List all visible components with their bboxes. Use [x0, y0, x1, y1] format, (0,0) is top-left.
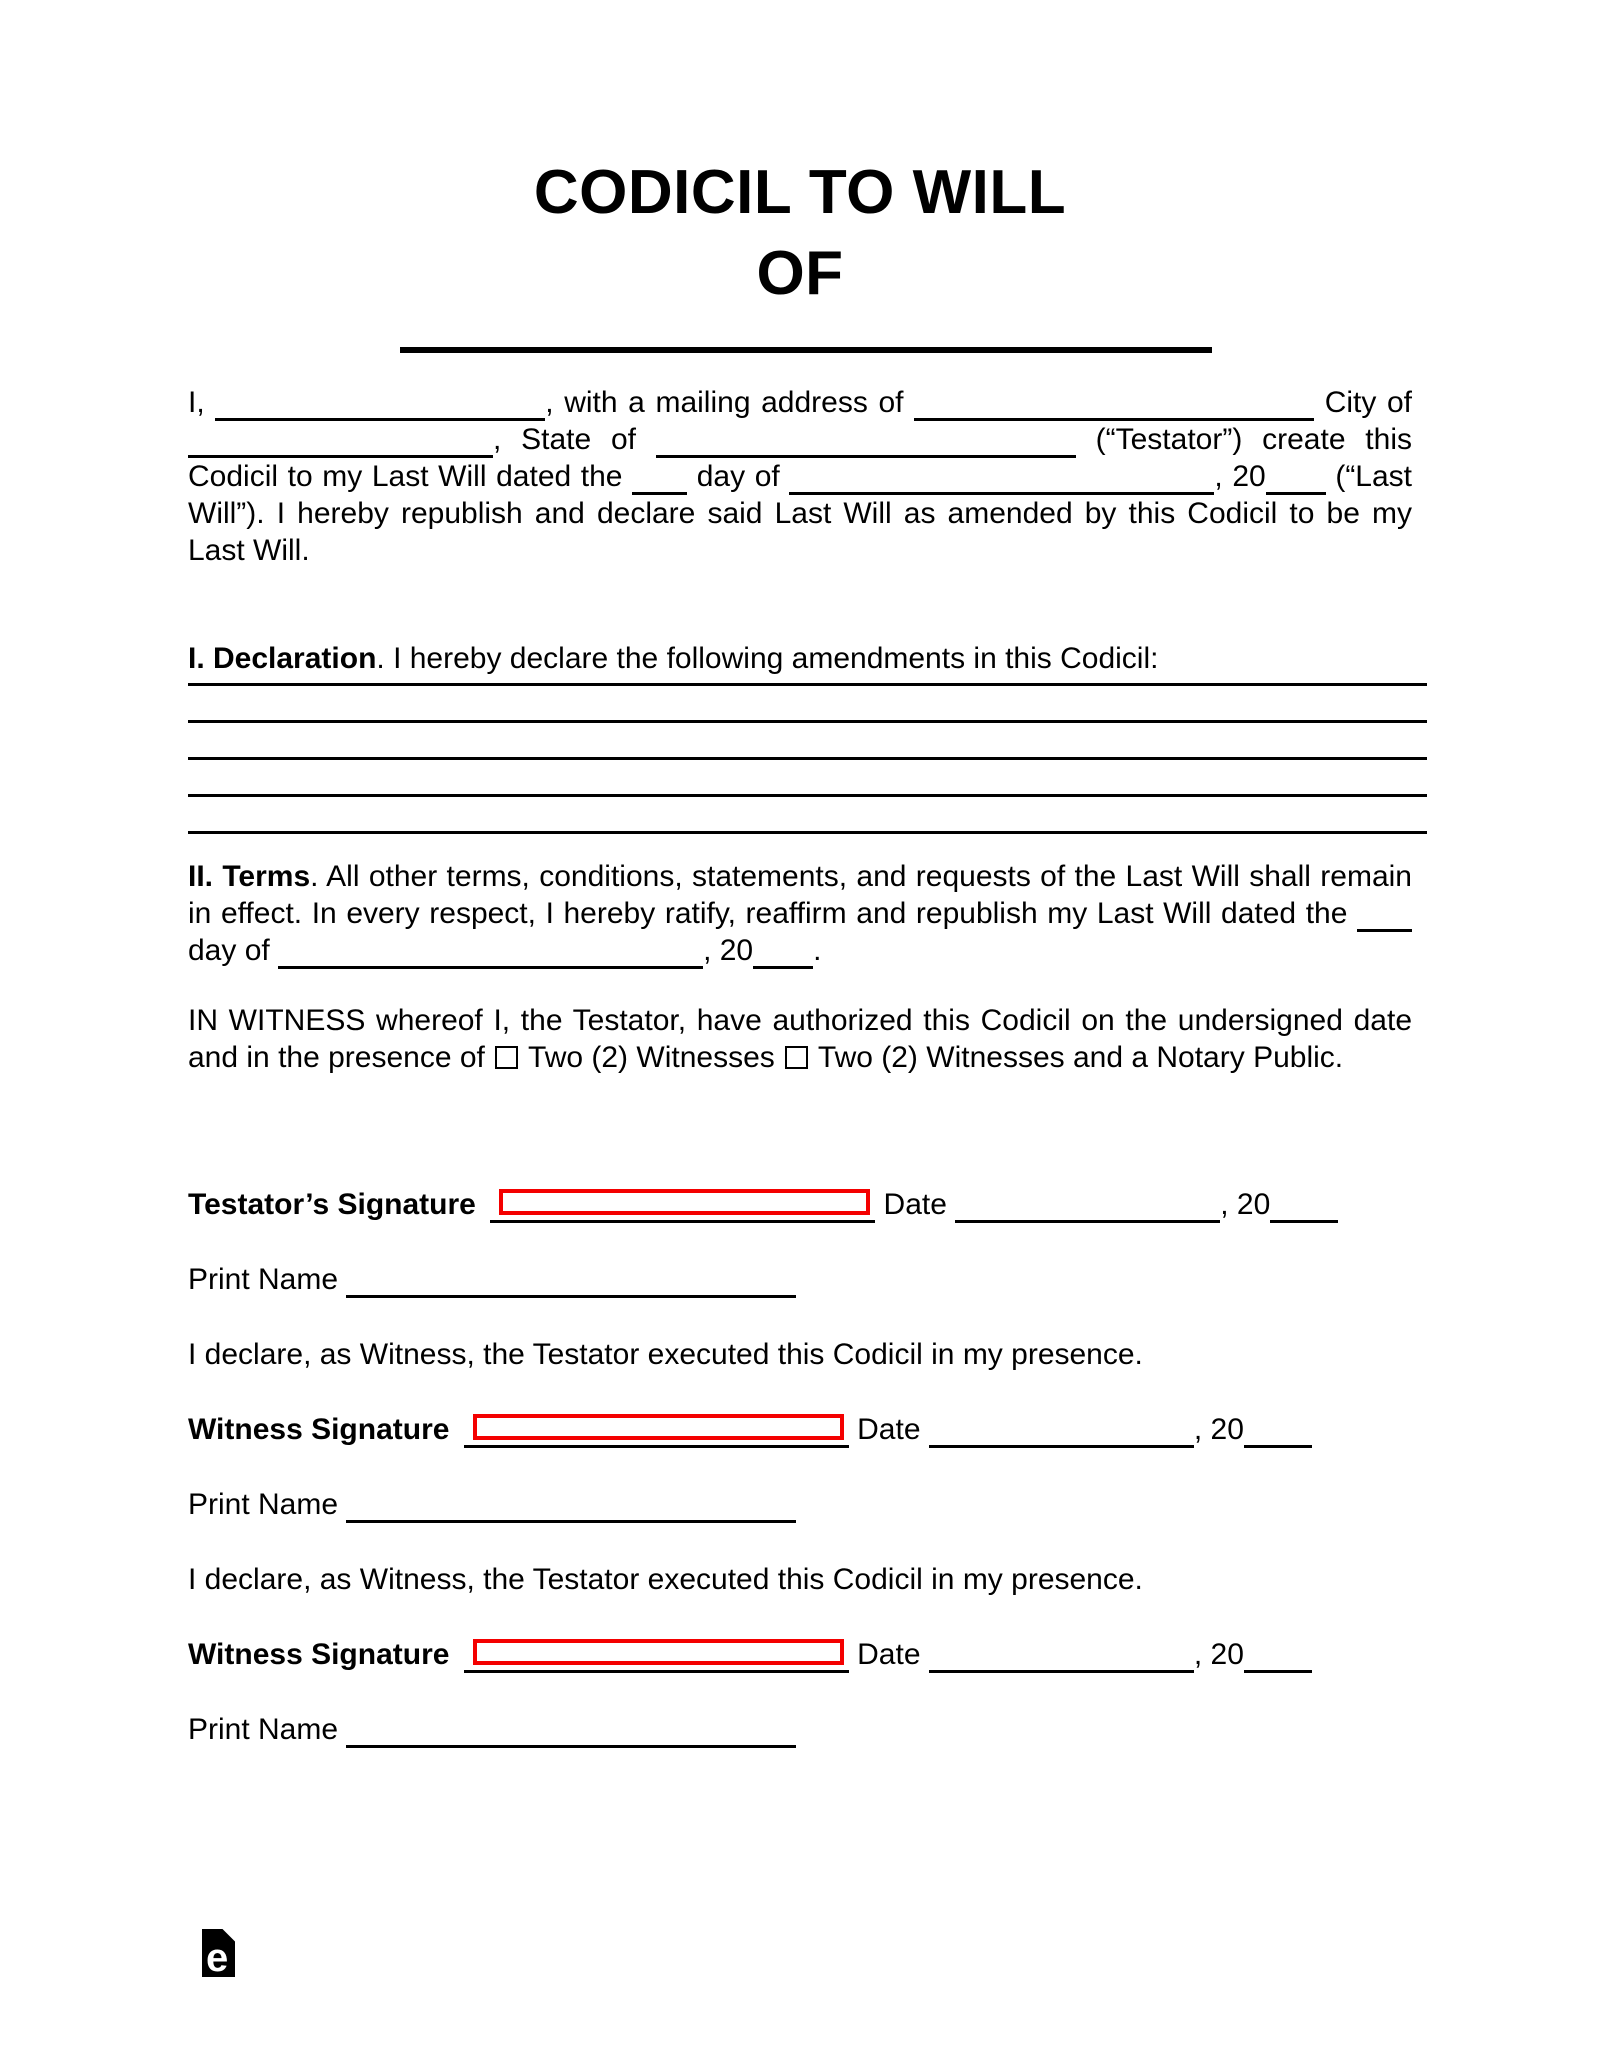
testator-signature-label: Testator’s Signature	[188, 1188, 476, 1221]
document-title	[188, 152, 1412, 314]
two-witnesses-checkbox[interactable]	[495, 1046, 518, 1069]
document-page-icon	[202, 1929, 235, 1977]
amendment-line-4[interactable]	[188, 760, 1427, 797]
witness-option2-label: Two (2) Witnesses and a Notary Public.	[817, 1041, 1344, 1074]
witness-clause-text: IN WITNESS whereof I, the Testator, have authorized this Codicil on the undersigned date and in the presence of	[188, 1004, 1412, 1074]
witness2-signature-esign-box[interactable]	[473, 1639, 844, 1665]
witness1-signature-field[interactable]	[464, 1417, 849, 1448]
testator-date-label: Date	[883, 1188, 947, 1221]
amendment-line-3[interactable]	[188, 723, 1427, 760]
witness1-print-name-blank[interactable]	[346, 1492, 796, 1523]
intro-text-year: , 20	[1214, 460, 1266, 493]
witness-option1-label: Two (2) Witnesses	[528, 1041, 775, 1074]
amendment-line-1[interactable]	[188, 649, 1427, 686]
witnesses-and-notary-checkbox[interactable]	[785, 1046, 808, 1069]
witness1-print-name-row	[188, 1486, 1412, 1523]
terms-heading: II. Terms	[188, 860, 311, 893]
intro-text-city-of: City of	[1324, 386, 1412, 419]
testator-date-blank[interactable]	[955, 1192, 1220, 1223]
intro-text-i: I,	[188, 386, 205, 419]
state-blank[interactable]	[656, 427, 1076, 458]
terms-month-blank[interactable]	[278, 938, 703, 969]
intro-text-close: (“Last Will”). I hereby republish and declare said Last Will as amended by this Codicil to be my Last Will.	[188, 460, 1413, 567]
will-day-blank[interactable]	[632, 464, 687, 495]
witness1-date-label: Date	[857, 1413, 921, 1446]
witness2-signature-field[interactable]	[464, 1642, 849, 1673]
testator-signature-field[interactable]	[490, 1192, 875, 1223]
intro-paragraph	[188, 384, 1412, 569]
witness1-declaration: I declare, as Witness, the Testator executed this Codicil in my presence.	[188, 1338, 1143, 1371]
amendment-lines	[188, 649, 1427, 834]
terms-text-year: , 20	[703, 934, 754, 967]
testator-print-name-row	[188, 1261, 1412, 1298]
amendment-line-2[interactable]	[188, 686, 1427, 723]
witness1-signature-esign-box[interactable]	[473, 1414, 844, 1440]
eforms-logo[interactable]	[202, 1929, 235, 1977]
terms-text-period: .	[813, 934, 822, 967]
testator-signature-esign-box[interactable]	[499, 1189, 870, 1215]
witness1-signature-label: Witness Signature	[188, 1413, 450, 1446]
testator-name-line[interactable]	[400, 347, 1212, 353]
witness2-print-name-row	[188, 1711, 1412, 1748]
intro-text-testator: (“Testator”) create this Codicil to my Last Will dated the	[188, 423, 1412, 493]
witness2-signature-row	[188, 1636, 1412, 1673]
witness1-date-blank[interactable]	[929, 1417, 1194, 1448]
testator-year-prefix: , 20	[1220, 1188, 1271, 1221]
witness2-signature-label: Witness Signature	[188, 1638, 450, 1671]
terms-section	[188, 858, 1412, 969]
witness2-declaration: I declare, as Witness, the Testator executed this Codicil in my presence.	[188, 1563, 1143, 1596]
amendment-line-5[interactable]	[188, 797, 1427, 834]
terms-day-blank[interactable]	[1357, 901, 1412, 932]
witness2-print-name-label: Print Name	[188, 1713, 339, 1746]
city-blank[interactable]	[188, 427, 493, 458]
intro-text-state-of: , State of	[493, 423, 637, 456]
witness2-date-blank[interactable]	[929, 1642, 1194, 1673]
witness1-year-blank[interactable]	[1244, 1417, 1312, 1448]
declaration-body: . I hereby declare the following amendments in this Codicil:	[376, 642, 1159, 675]
testator-name-blank[interactable]	[215, 390, 545, 421]
terms-body: . All other terms, conditions, statements, and requests of the Last Will shall remain in effect. In every respect, I hereby ratify, reaffirm and republish my Last Will dated the	[188, 860, 1412, 930]
logo-letter: e	[206, 1936, 229, 1977]
intro-text-day-of: day of	[696, 460, 780, 493]
terms-text-day-of: day of	[188, 934, 270, 967]
will-year-blank[interactable]	[1266, 464, 1326, 495]
document-title-line2: OF	[756, 239, 844, 308]
witness2-year-prefix: , 20	[1193, 1638, 1244, 1671]
witness2-print-name-blank[interactable]	[346, 1717, 796, 1748]
will-month-blank[interactable]	[789, 464, 1214, 495]
witness1-signature-row	[188, 1411, 1412, 1448]
witness1-year-prefix: , 20	[1193, 1413, 1244, 1446]
witness2-date-label: Date	[857, 1638, 921, 1671]
witness-clause	[188, 1002, 1412, 1076]
intro-text-mailing: , with a mailing address of	[545, 386, 904, 419]
terms-year-blank[interactable]	[753, 938, 813, 969]
declaration-heading: I. Declaration	[188, 642, 377, 675]
testator-print-name-blank[interactable]	[346, 1267, 796, 1298]
mailing-address-blank[interactable]	[914, 390, 1314, 421]
testator-year-blank[interactable]	[1270, 1192, 1338, 1223]
document-title-line1: CODICIL TO WILL	[533, 158, 1067, 227]
testator-signature-row	[188, 1186, 1412, 1223]
witness1-print-name-label: Print Name	[188, 1488, 339, 1521]
witness2-year-blank[interactable]	[1244, 1642, 1312, 1673]
testator-print-name-label: Print Name	[188, 1263, 339, 1296]
